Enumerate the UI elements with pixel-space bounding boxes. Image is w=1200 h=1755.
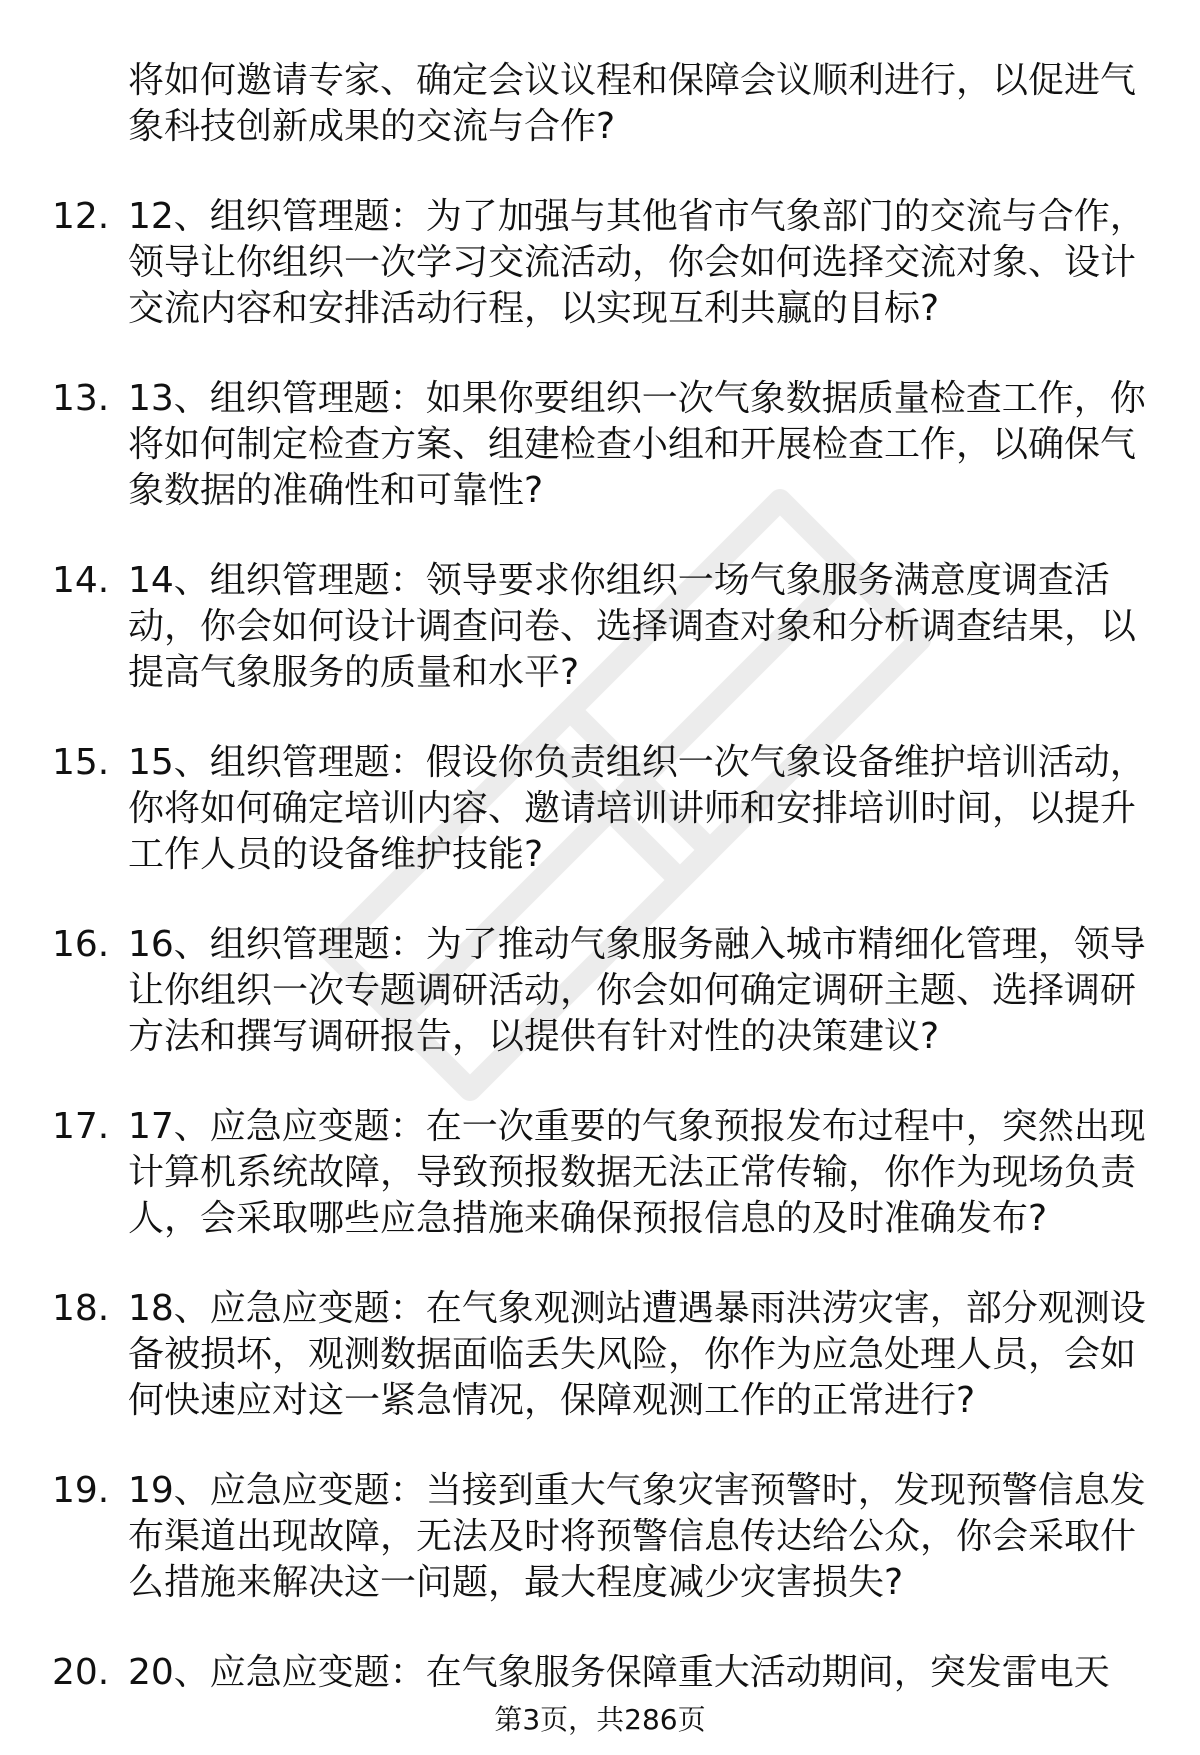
item-text: 19、应急应变题：当接到重大气象灾害预警时，发现预警信息发布渠道出现故障，无法及时将预警信息传达给公众，你会采取什么措施来解决这一问题，最大程度减少灾害损失? (128, 1470, 1146, 1603)
list-item (0, 1650, 1200, 1696)
continued-paragraph: 将如何邀请专家、确定会议议程和保障会议顺利进行，以促进气象科技创新成果的交流与合作? (128, 60, 1137, 147)
item-number: 19. (52, 1470, 110, 1511)
list-item (0, 1104, 1200, 1242)
list-item (0, 194, 1200, 332)
item-number: 12. (52, 196, 110, 237)
question-list (0, 58, 1200, 1740)
item-text: 13、组织管理题：如果你要组织一次气象数据质量检查工作，你将如何制定检查方案、组建检查小组和开展检查工作，以确保气象数据的准确性和可靠性? (128, 378, 1146, 511)
item-text: 15、组织管理题：假设你负责组织一次气象设备维护培训活动，你将如何确定培训内容、邀请培训讲师和安排培训时间，以提升工作人员的设备维护技能? (128, 742, 1146, 875)
item-number: 13. (52, 378, 110, 419)
item-text: 17、应急应变题：在一次重要的气象预报发布过程中，突然出现计算机系统故障，导致预报数据无法正常传输，你作为现场负责人，会采取哪些应急措施来确保预报信息的及时准确发布? (128, 1106, 1146, 1239)
list-item (0, 558, 1200, 696)
page-footer: 第3页，共286页 (494, 1703, 706, 1736)
item-number: 20. (52, 1652, 110, 1693)
item-number: 14. (52, 560, 110, 601)
list-item (0, 376, 1200, 514)
list-item (0, 922, 1200, 1060)
item-text: 16、组织管理题：为了推动气象服务融入城市精细化管理，领导让你组织一次专题调研活动，你会如何确定调研主题、选择调研方法和撰写调研报告，以提供有针对性的决策建议? (128, 924, 1146, 1057)
item-number: 17. (52, 1106, 110, 1147)
item-number: 18. (52, 1288, 110, 1329)
list-item (0, 1286, 1200, 1424)
item-text: 20、应急应变题：在气象服务保障重大活动期间，突发雷电天 (128, 1652, 1110, 1693)
item-number: 15. (52, 742, 110, 783)
item-number: 16. (52, 924, 110, 965)
list-item (0, 1468, 1200, 1606)
item-text: 14、组织管理题：领导要求你组织一场气象服务满意度调查活动，你会如何设计调查问卷、选择调查对象和分析调查结果，以提高气象服务的质量和水平? (128, 560, 1137, 693)
list-item (0, 740, 1200, 878)
item-text: 12、组织管理题：为了加强与其他省市气象部门的交流与合作，领导让你组织一次学习交流活动，你会如何选择交流对象、设计交流内容和安排活动行程，以实现互利共赢的目标? (128, 196, 1146, 329)
item-text: 18、应急应变题：在气象观测站遭遇暴雨洪涝灾害，部分观测设备被损坏，观测数据面临丢失风险，你作为应急处理人员，会如何快速应对这一紧急情况，保障观测工作的正常进行? (128, 1288, 1146, 1421)
